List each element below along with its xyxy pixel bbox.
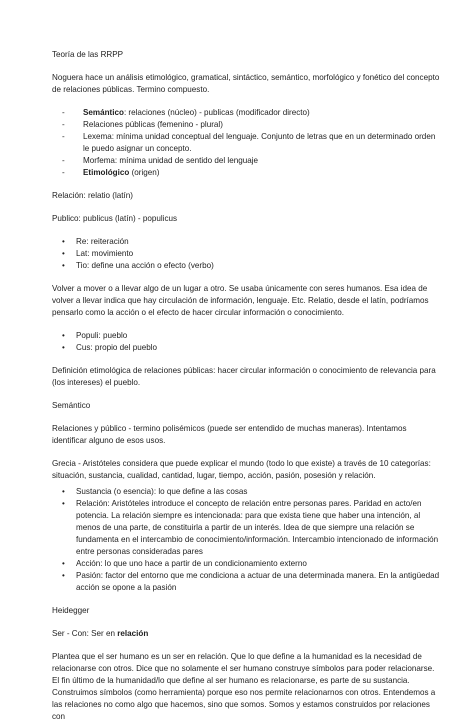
semantico-heading: Semántico (52, 401, 91, 410)
list-item: • Tio: define una acción o efecto (verbo) (52, 260, 442, 272)
list-item: - Etimológico (origen) (52, 167, 442, 179)
publico-line: Publico: publicus (latín) - populicus (52, 214, 178, 223)
term-bold: Semántico (83, 108, 124, 117)
populi-list (52, 330, 442, 354)
analysis-list (52, 107, 442, 179)
list-item: • Acción: lo que uno hace a partir de un condicionamiento externo (52, 558, 442, 570)
list-item: • Relación: Aristóteles introduce el concepto de relación entre personas pares. Paridad en acto/en potencia. La relación siempre es intencionada: para que exista tiene que haber una intención, al menos de una parte, de constituirla a partir de un interés. Idea de que siempre una relación se fundamenta en el intercambio de conocimiento/información. Intercambio intencionado de información entre personas consideradas pares (52, 498, 442, 558)
plantea-paragraph: Plantea que el ser humano es un ser en relación. Que lo que define a la humanidad es la necesidad de relacionarse con otros. Dice que no solamente el ser humano construye símbolos para poder relacionarse. El fin último de la humanidad/lo que define al ser humano es relacionarse, es parte de su sustancia. Construimos símbolos (como herramienta) porque eso nos permite relacionarnos con otros. Entendemos a las relaciones no como algo que hacemos, sino que somos. Somos y estamos construidos por relaciones con (52, 652, 436, 721)
volver-paragraph: Volver a mover o a llevar algo de un lugar a otro. Se usaba únicamente con seres humanos. Esa idea de volver a llevar indica que hay circulación de información, lenguaje. Etc. Relatio, desde el latín, podríamos pensarlo como la acción o el efecto de hacer circular información o conocimiento. (52, 284, 429, 317)
intro-paragraph: Noguera hace un análisis etimológico, gramatical, sintáctico, semántico, morfológico y fonético del concepto de relaciones públicas. Termino compuesto. (52, 73, 440, 94)
relacion-line: Relación: relatio (latín) (52, 191, 133, 200)
list-item: - Relaciones públicas (femenino - plural) (52, 119, 442, 131)
list-item: - Morfema: mínima unidad de sentido del lenguaje (52, 155, 442, 167)
polisemicos-paragraph: Relaciones y público - termino polisémicos (puede ser entendido de muchas maneras). Intentamos identificar alguno de esos usos. (52, 424, 407, 445)
heidegger-heading: Heidegger (52, 606, 90, 615)
relacion-bold: relación (117, 629, 149, 638)
document-title: Teoría de las RRPP (52, 50, 124, 59)
list-item: • Sustancia (o esencia): lo que define a las cosas (52, 486, 442, 498)
grecia-paragraph: Grecia - Aristóteles considera que puede explicar el mundo (todo lo que existe) a través de 10 categorías: situación, sustancia, cualidad, cantidad, lugar, tiempo, acción, pasión, posesión y relación. (52, 459, 431, 480)
ser-con-line: Ser - Con: Ser en relación (52, 629, 149, 638)
list-item: - Lexema: mínima unidad conceptual del lenguaje. Conjunto de letras que en un determinado orden le puedo asignar un concepto. (52, 131, 442, 155)
list-item: • Cus: propio del pueblo (52, 342, 442, 354)
list-item: - Semántico: relaciones (núcleo) - publicas (modificador directo) (52, 107, 442, 119)
definicion-paragraph: Definición etimológica de relaciones públicas: hacer circular información o conocimiento de relevancia para (los intereses) el pueblo. (52, 366, 436, 387)
term-bold: Etimológico (83, 168, 130, 177)
list-item: • Re: reiteración (52, 236, 442, 248)
list-item: • Populi: pueblo (52, 330, 442, 342)
categorias-list (52, 486, 442, 594)
list-item: • Lat: movimiento (52, 248, 442, 260)
list-item: • Pasión: factor del entorno que me condiciona a actuar de una determinada manera. En la antigüedad acción se opone a la pasión (52, 570, 442, 594)
relatio-list (52, 236, 442, 272)
